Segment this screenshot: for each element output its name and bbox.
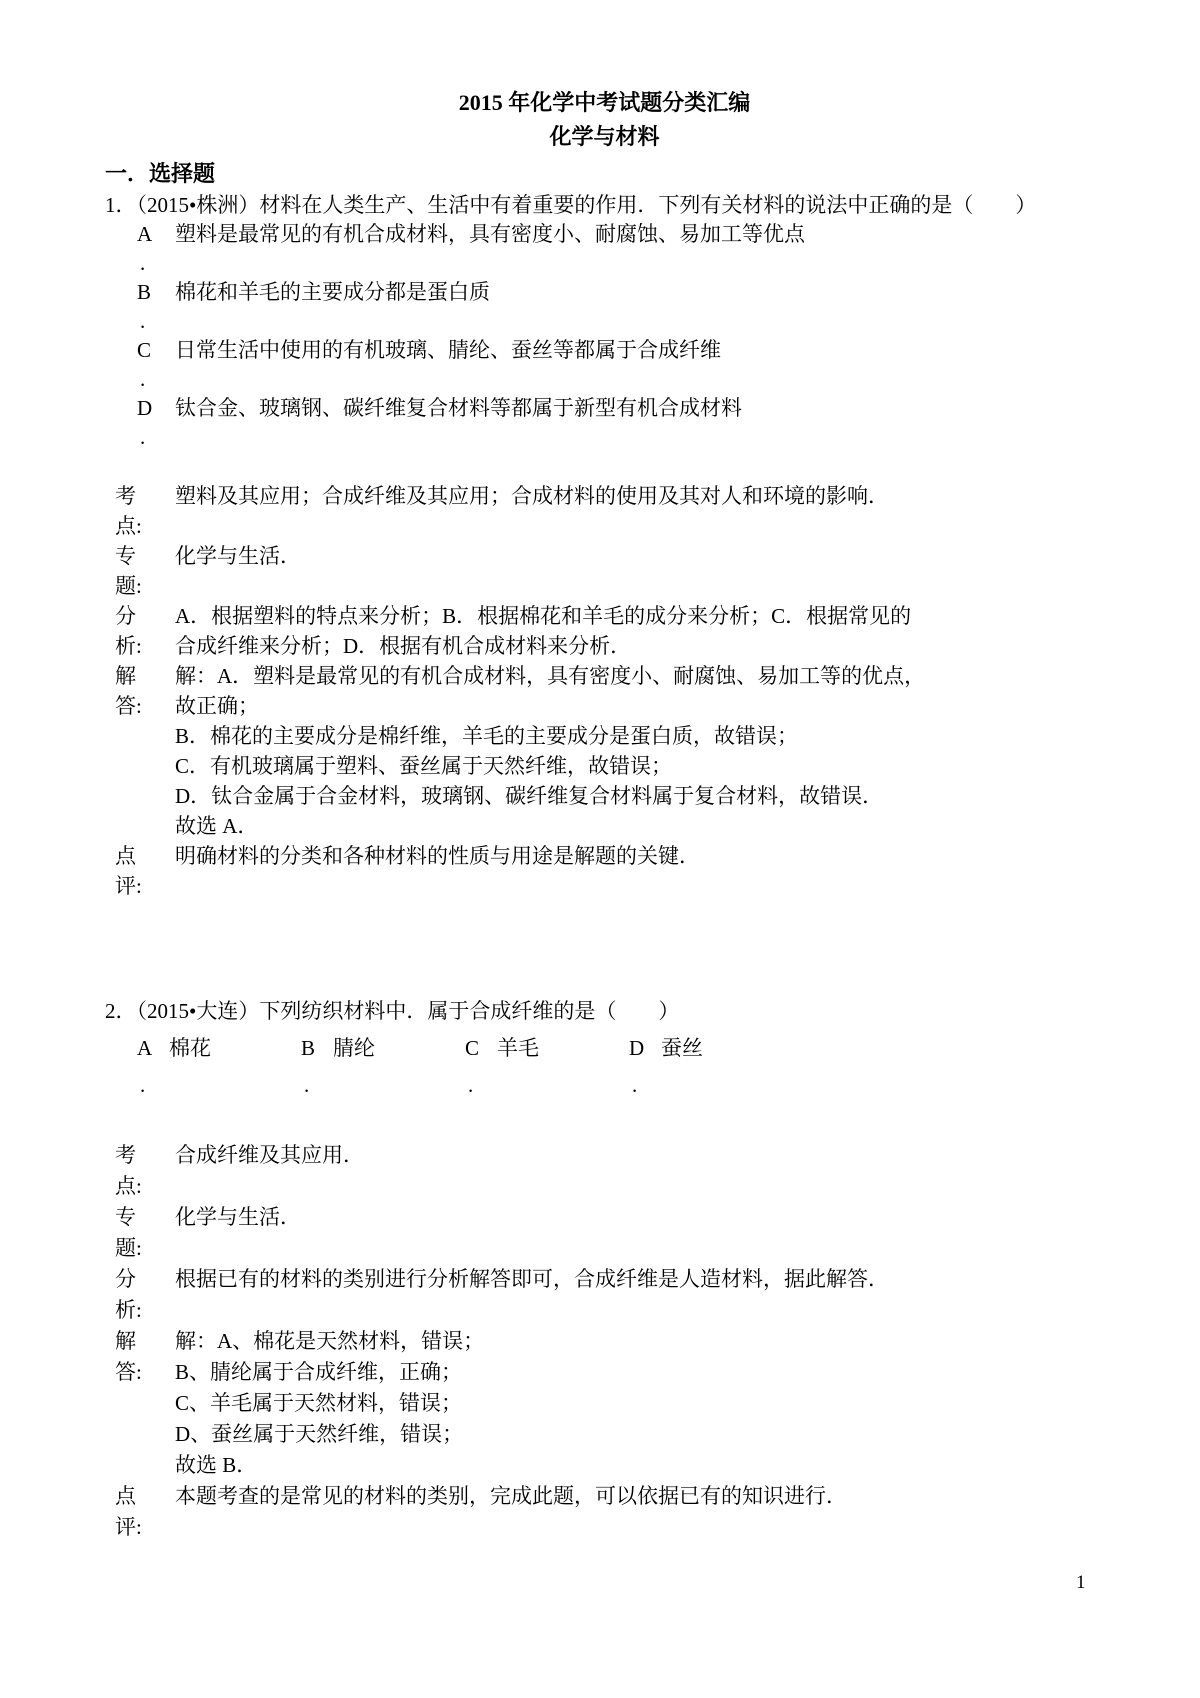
exp-line: C．有机玻璃属于塑料、蚕丝属于天然纤维，故错误； [175,754,673,778]
exp-line: 故正确； [175,694,259,718]
section-heading: 一．选择题 [105,161,216,186]
exp-label-line: 分 [115,1267,136,1291]
exp-label-line: 点 [115,844,136,868]
exp-content [175,841,1104,901]
exp-line: C、羊毛属于天然材料，错误； [175,1391,463,1415]
exp-row-jieda [115,1326,1104,1481]
option-letter: D [137,396,153,420]
exp-row-fenxi [115,1264,1104,1326]
exp-label-line: 点: [115,1174,142,1198]
exp-label-line: 评: [115,874,142,898]
option-b [301,1034,465,1100]
exp-row-fenxi [115,601,1104,661]
exp-label [115,841,175,901]
exp-line: B、腈纶属于合成纤维，正确； [175,1360,463,1384]
option-period: . [140,425,146,449]
exp-content [175,541,1104,601]
exp-label-line: 评: [115,1515,142,1539]
exp-row-zhuanti [115,541,1104,601]
option-letter: C [465,1036,480,1060]
exp-label [115,1140,175,1202]
exp-line: 合成纤维来分析；D．根据有机合成材料来分析． [175,634,632,658]
exp-line: D．钛合金属于合金材料，玻璃钢、碳纤维复合材料属于复合材料，故错误． [175,784,884,808]
exp-content [175,1481,1104,1543]
question-1 [105,191,1104,901]
question-2 [105,997,1104,1543]
exp-line: 合成纤维及其应用． [175,1143,364,1167]
option-c [137,336,1104,394]
option-a [137,220,1104,278]
option-text: 棉花和羊毛的主要成分都是蛋白质 [175,280,490,304]
exp-row-jieda [115,661,1104,841]
question-stem: 1．（2015•株洲）材料在人类生产、生活中有着重要的作用．下列有关材料的说法中正确的是（ ） [105,193,1037,217]
exp-line: A．根据塑料的特点来分析；B．根据棉花和羊毛的成分来分析；C．根据常见的 [175,604,912,628]
option-period: . [304,1073,310,1097]
exp-label-line: 点: [115,514,142,538]
question-1-options [137,220,1104,452]
question-1-explanation [115,481,1104,901]
option-letter: B [301,1036,316,1060]
exp-line: 故选 A． [175,814,259,838]
option-text: 日常生活中使用的有机玻璃、腈纶、蚕丝等都属于合成纤维 [175,338,721,362]
exp-line: B．棉花的主要成分是棉纤维，羊毛的主要成分是蛋白质，故错误； [175,724,799,748]
exp-line: 化学与生活． [175,544,301,568]
option-text: 棉花 [169,1036,211,1060]
exp-content [175,661,1104,841]
exp-label [115,1202,175,1264]
exp-label-line: 解 [115,1329,136,1353]
exp-label-line: 答: [115,1360,142,1384]
option-d [137,394,1104,452]
exp-label-line: 点 [115,1484,136,1508]
option-letter: A [137,1036,153,1060]
option-text: 塑料是最常见的有机合成材料，具有密度小、耐腐蚀、易加工等优点 [175,222,805,246]
exp-label [115,1326,175,1481]
exp-row-kaodian [115,1140,1104,1202]
option-period: . [140,251,146,275]
option-d [629,1034,793,1100]
option-period: . [632,1073,638,1097]
exp-label-line: 考 [115,1143,136,1167]
exp-label-line: 题: [115,574,142,598]
exp-label-line: 题: [115,1236,142,1260]
page-number: 1 [1076,1572,1086,1593]
exp-label-line: 考 [115,484,136,508]
option-c [465,1034,629,1100]
exp-label [115,541,175,601]
option-period: . [468,1073,474,1097]
page-subtitle: 化学与材料 [549,124,660,149]
exp-row-dianping [115,841,1104,901]
exp-content [175,1202,1104,1264]
option-a [137,1034,301,1100]
exp-line: 解：A、棉花是天然材料，错误； [175,1329,485,1353]
option-b [137,278,1104,336]
option-letter: A [137,222,153,246]
exp-label-line: 解 [115,664,136,688]
option-text: 蚕丝 [661,1036,703,1060]
exp-label-line: 专 [115,544,136,568]
exp-label-line: 析: [115,1298,142,1322]
exp-line: 塑料及其应用；合成纤维及其应用；合成材料的使用及其对人和环境的影响． [175,484,889,508]
option-letter: D [629,1036,645,1060]
question-2-options [137,1034,1104,1100]
exp-line: 解：A．塑料是最常见的有机合成材料，具有密度小、耐腐蚀、易加工等的优点， [175,664,926,688]
question-2-explanation [115,1140,1104,1543]
exp-label [115,1264,175,1326]
exp-label-line: 分 [115,604,136,628]
exp-line: 明确材料的分类和各种材料的性质与用途是解题的关键． [175,844,700,868]
exp-label-line: 答: [115,694,142,718]
exp-content [175,1326,1104,1481]
exp-label [115,661,175,841]
exp-label [115,601,175,661]
exp-line: 化学与生活． [175,1205,301,1229]
exp-line: D、蚕丝属于天然纤维，错误； [175,1422,464,1446]
option-period: . [140,367,146,391]
exp-row-zhuanti [115,1202,1104,1264]
exp-content [175,1140,1104,1202]
page-title: 2015 年化学中考试题分类汇编 [458,90,751,115]
exp-content [175,1264,1104,1326]
exp-label-line: 专 [115,1205,136,1229]
option-letter: C [137,338,152,362]
exp-label-line: 析: [115,634,142,658]
exp-line: 本题考查的是常见的材料的类别，完成此题，可以依据已有的知识进行． [175,1484,847,1508]
exp-content [175,481,1104,541]
exp-row-kaodian [115,481,1104,541]
option-period: . [140,309,146,333]
question-stem: 2．（2015•大连）下列纺织材料中．属于合成纤维的是（ ） [105,999,680,1023]
option-letter: B [137,280,152,304]
option-period: . [140,1073,146,1097]
exp-line: 根据已有的材料的类别进行分析解答即可，合成纤维是人造材料，据此解答． [175,1267,889,1291]
exp-label [115,481,175,541]
exp-label [115,1481,175,1543]
option-text: 腈纶 [333,1036,375,1060]
option-text: 羊毛 [497,1036,539,1060]
exp-content [175,601,1104,661]
exp-line: 故选 B． [175,1453,258,1477]
option-text: 钛合金、玻璃钢、碳纤维复合材料等都属于新型有机合成材料 [175,396,742,420]
exp-row-dianping [115,1481,1104,1543]
